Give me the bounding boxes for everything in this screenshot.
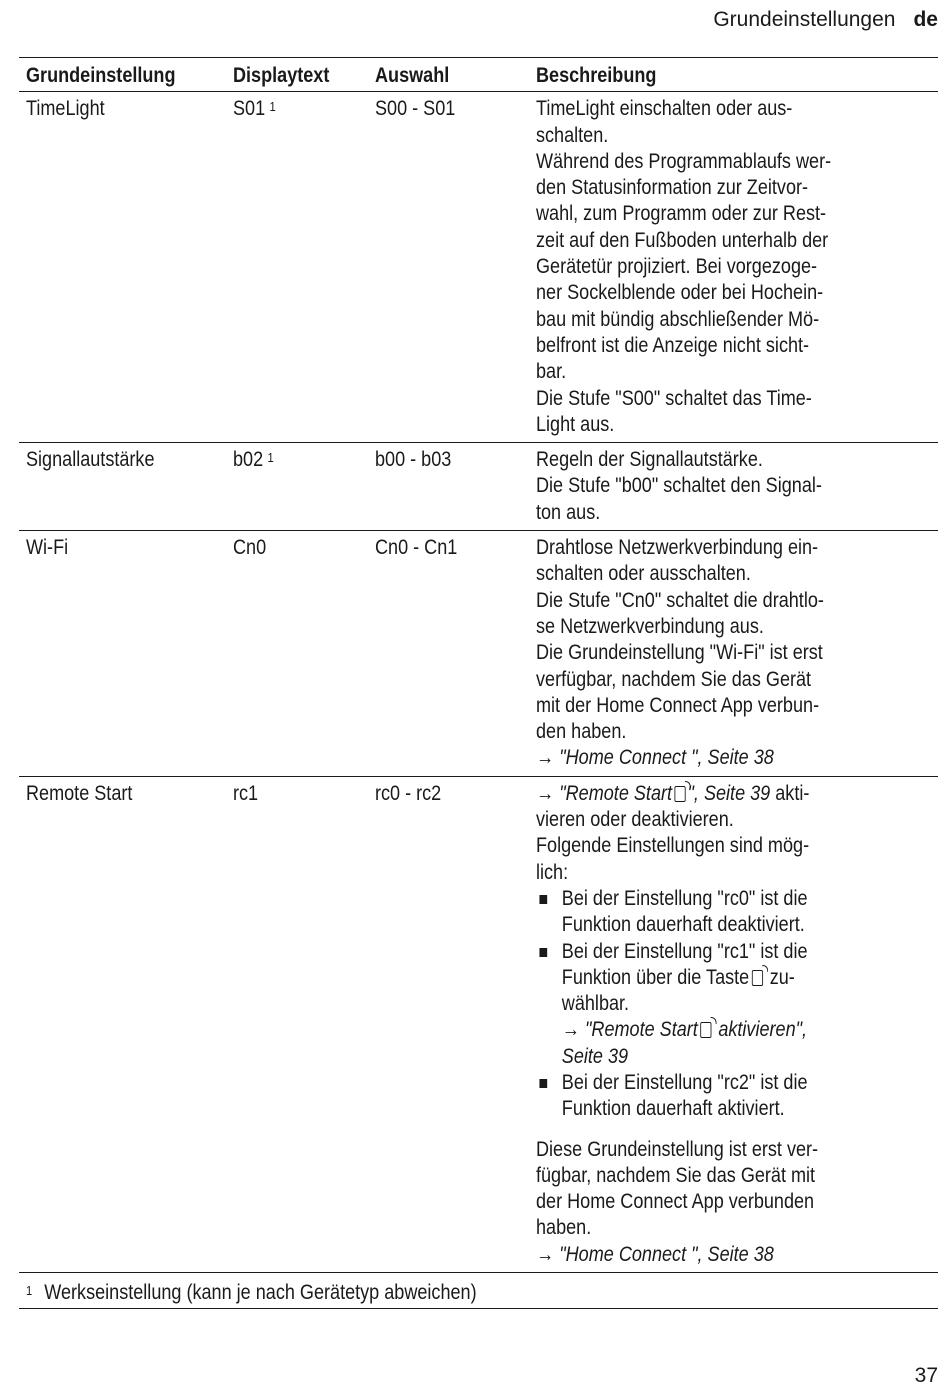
display-cell: Cn0 [226, 531, 369, 777]
language-tag: de [913, 8, 938, 31]
description-cell: → "Remote Start ", Seite 39 akti- vieren oder deaktivieren. Folgende Einstellungen sind mög- lich: Bei der Einstellung "rc0" ist die Funktion dauerhaft deaktiviert. Bei der Einstellung "rc1" ist die Funktion über die Taste zu- wählbar. → "Remote Start aktivieren", Seite 39 Bei der Einstellung "rc2" ist die Funktion dauerhaft aktiviert. Diese Grundeinstellung ist erst ver- fügbar, nachdem Sie das Gerät mit der Home Connect App verbunden haben. → "Home Connect ", Seite 38 [529, 776, 938, 1272]
choice-cell: rc0 - rc2 [368, 776, 529, 1272]
description-cell: Drahtlose Netzwerkverbindung ein- schalten oder ausschalten. Die Stufe "Cn0" schaltet die drahtlo- se Netzwerkverbindung aus. Die Grundeinstellung "Wi-Fi" ist erst verfügbar, nachdem Sie das Gerät mit der Home Connect App verbun- den haben. → "Home Connect ", Seite 38 [529, 531, 938, 777]
page-header [713, 8, 938, 32]
col-header-description: Beschreibung [529, 58, 938, 92]
remote-start-icon [752, 970, 763, 986]
choice-cell: Cn0 - Cn1 [368, 531, 529, 777]
settings-table [19, 57, 938, 1309]
display-cell: rc1 [226, 776, 369, 1272]
choice-cell: b00 - b03 [368, 443, 529, 531]
footnote-ref: 1 [267, 450, 274, 466]
cross-reference-link[interactable]: → "Home Connect ", Seite 38 [535, 746, 774, 770]
setting-cell: Signallautstärke [19, 443, 226, 531]
remote-start-icon [700, 1022, 711, 1038]
cross-reference-link[interactable]: → "Remote Start aktivieren", [561, 1018, 808, 1042]
table-header-row [19, 58, 938, 92]
table-row [19, 92, 938, 443]
table-row [19, 531, 938, 777]
col-header-setting: Grundeinstellung [19, 58, 226, 92]
cross-reference-link[interactable]: → "Remote Start ", Seite 39 [535, 781, 771, 805]
setting-cell: Remote Start [19, 776, 226, 1272]
cross-reference-link[interactable]: → "Home Connect ", Seite 38 [535, 1242, 774, 1266]
remote-start-icon [675, 786, 686, 802]
col-header-choice: Auswahl [368, 58, 529, 92]
table-row [19, 776, 938, 1272]
arrow-right-icon: → [535, 1242, 555, 1266]
footnote-ref: 1 [269, 99, 276, 115]
description-cell: TimeLight einschalten oder aus- schalten. Während des Programmablaufs wer- den Statusinformation zur Zeitvor- wahl, zum Programm oder zur Rest- zeit auf den Fußboden unterhalb der Gerätetür projiziert. Bei vorgezoge- ner Sockelblende oder bei Hochein- bau mit bündig abschließender Mö- belfront ist die Anzeige nicht sicht- bar. Die Stufe "S00" schaltet das Time- Light aus. [529, 92, 938, 443]
page-number: 37 [914, 1364, 938, 1387]
col-header-display: Displaytext [226, 58, 369, 92]
choice-cell: S00 - S01 [368, 92, 529, 443]
arrow-right-icon: → [535, 746, 555, 770]
list-item: Bei der Einstellung "rc1" ist die Funktion über die Taste zu- wählbar. → "Remote Start aktivieren", Seite 39 [536, 939, 882, 1070]
arrow-right-icon: → [561, 1018, 580, 1042]
footnote: $^1$ Werkseinstellung (kann je nach Gerätetyp abweichen) [19, 1273, 938, 1309]
setting-cell: Wi-Fi [19, 531, 226, 777]
display-cell: b02 $^1$ [226, 443, 369, 531]
description-cell: Regeln der Signallautstärke. Die Stufe "b00" schaltet den Signal- ton aus. [529, 443, 938, 531]
list-item: Bei der Einstellung "rc0" ist die Funktion dauerhaft deaktiviert. [536, 886, 882, 939]
footnote-row [19, 1273, 938, 1309]
list-item: Bei der Einstellung "rc2" ist die Funktion dauerhaft aktiviert. [536, 1070, 882, 1123]
setting-cell: TimeLight [19, 92, 226, 443]
arrow-right-icon: → [535, 781, 555, 805]
table-row [19, 443, 938, 531]
display-cell: S01 $^1$ [226, 92, 369, 443]
section-title: Grundeinstellungen [713, 8, 896, 31]
